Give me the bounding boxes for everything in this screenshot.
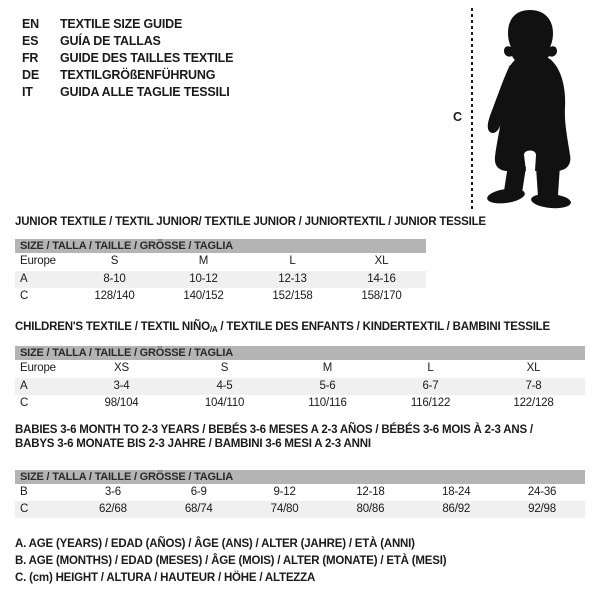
- size-cell: 3-4: [113, 379, 130, 392]
- language-title: TEXTILGRÖßENFÜHRUNG: [60, 67, 216, 82]
- size-cell: 8-10: [103, 272, 126, 285]
- size-cell: 14-16: [367, 272, 396, 285]
- size-cell: 110/116: [308, 397, 347, 409]
- table-row: [15, 378, 585, 396]
- size-cell: 122/128: [513, 397, 554, 409]
- language-code: FR: [22, 50, 39, 65]
- size-cell: 6-7: [422, 379, 439, 392]
- size-cell: 128/140: [94, 290, 135, 302]
- height-measure-dashed-line: [471, 8, 473, 209]
- footnotes-block: [15, 536, 446, 587]
- language-line-fr: [22, 49, 233, 66]
- size-cell: 92/98: [528, 503, 556, 515]
- table-row: [15, 271, 426, 289]
- language-title: GUIDE DES TAILLES TEXTILE: [60, 50, 234, 65]
- language-code: DE: [22, 67, 39, 82]
- size-cell: L: [427, 362, 434, 374]
- junior-size-table: [15, 239, 426, 306]
- title-segment: / TEXTILE DES ENFANTS / KINDERTEXTIL / BAMBINI TESSILE: [217, 321, 550, 333]
- size-cell: 6-9: [190, 486, 207, 498]
- babies-section-title: [15, 423, 533, 451]
- children-size-table: [15, 346, 585, 413]
- size-cell: 98/104: [104, 397, 139, 409]
- table-row: [15, 484, 585, 501]
- language-line-en: [22, 15, 233, 32]
- language-line-es: [22, 32, 233, 49]
- size-header-bar: SIZE / TALLA / TAILLE / GRÖSSE / TAGLIA: [15, 346, 585, 360]
- footnote-age-months: B. AGE (MONTHS) / EDAD (MESES) / ÂGE (MOIS) / ALTER (MONATE) / ETÀ (MESI): [15, 555, 447, 567]
- title-line: BABYS 3-6 MONATE BIS 2-3 JAHRE / BAMBINI 3-6 MESI A 2-3 ANNI: [15, 438, 371, 450]
- size-cell: 4-5: [216, 379, 233, 392]
- table-row: [15, 253, 426, 271]
- junior-section-title: JUNIOR TEXTILE / TEXTIL JUNIOR/ TEXTILE JUNIOR / JUNIORTEXTIL / JUNIOR TESSILE: [15, 216, 486, 228]
- language-code: IT: [22, 84, 33, 99]
- size-cell: L: [289, 255, 296, 267]
- size-cell: 24-36: [527, 486, 557, 498]
- title-subscript-segment: /A: [209, 325, 218, 334]
- size-cell: 86/92: [442, 503, 471, 515]
- row-label: C: [20, 397, 29, 409]
- children-section-title: [15, 320, 550, 337]
- size-cell: 116/122: [410, 397, 451, 409]
- row-label: Europe: [20, 255, 56, 267]
- table-row: [15, 501, 585, 518]
- size-header-bar: SIZE / TALLA / TAILLE / GRÖSSE / TAGLIA: [15, 239, 426, 253]
- size-cell: 80/86: [356, 503, 385, 515]
- size-cell: 152/158: [272, 290, 313, 302]
- size-cell: 62/68: [99, 503, 127, 515]
- size-cell: 3-6: [104, 486, 121, 498]
- size-cell: 12-18: [356, 486, 385, 498]
- size-cell: 104/110: [204, 397, 245, 409]
- language-title-block: [22, 15, 233, 100]
- table-row: [15, 288, 426, 306]
- table-row: [15, 395, 585, 413]
- language-code: EN: [22, 16, 39, 31]
- size-cell: 9-12: [273, 486, 296, 498]
- row-label: C: [20, 503, 29, 515]
- size-cell: M: [198, 255, 209, 267]
- row-label: B: [20, 486, 28, 498]
- size-cell: S: [220, 362, 229, 374]
- title-segment: CHILDREN'S TEXTILE / TEXTIL NIÑO: [15, 321, 210, 333]
- row-label: C: [20, 290, 29, 302]
- size-cell: 140/152: [183, 290, 224, 302]
- language-line-de: [22, 66, 233, 83]
- language-line-it: [22, 83, 233, 100]
- size-cell: 12-13: [278, 272, 307, 285]
- size-cell: M: [322, 362, 333, 374]
- size-cell: 5-6: [319, 379, 336, 392]
- row-label: A: [20, 379, 28, 392]
- height-measure-label: C: [453, 110, 462, 124]
- language-title: GUIDA ALLE TAGLIE TESSILI: [60, 84, 230, 99]
- footnote-height-cm: C. (cm) HEIGHT / ALTURA / HAUTEUR / HÖHE / ALTEZZA: [15, 572, 316, 584]
- footnote-age-years: A. AGE (YEARS) / EDAD (AÑOS) / ÂGE (ANS) / ALTER (JAHRE) / ETÀ (ANNI): [15, 538, 415, 550]
- size-header-bar: SIZE / TALLA / TAILLE / GRÖSSE / TAGLIA: [15, 470, 585, 484]
- language-title: GUÍA DE TALLAS: [60, 33, 161, 48]
- babies-size-table: [15, 470, 585, 518]
- size-cell: S: [110, 255, 119, 267]
- size-cell: 7-8: [525, 379, 542, 392]
- size-cell: 158/170: [361, 290, 402, 302]
- size-cell: 18-24: [442, 486, 471, 498]
- title-line: BABIES 3-6 MONTH TO 2-3 YEARS / BEBÉS 3-6 MESES A 2-3 AÑOS / BÉBÉS 3-6 MOIS À 2-3 ANS /: [15, 424, 533, 436]
- size-cell: 10-12: [189, 272, 218, 285]
- size-cell: 74/80: [270, 503, 299, 515]
- language-code: ES: [22, 33, 39, 48]
- size-cell: XS: [114, 362, 129, 374]
- size-cell: XL: [526, 362, 541, 374]
- language-title: TEXTILE SIZE GUIDE: [60, 16, 183, 31]
- row-label: Europe: [20, 362, 56, 374]
- size-cell: 68/74: [184, 503, 213, 515]
- baby-silhouette-icon: [478, 5, 591, 210]
- size-cell: XL: [374, 255, 389, 267]
- table-row: [15, 360, 585, 378]
- row-label: A: [20, 272, 28, 285]
